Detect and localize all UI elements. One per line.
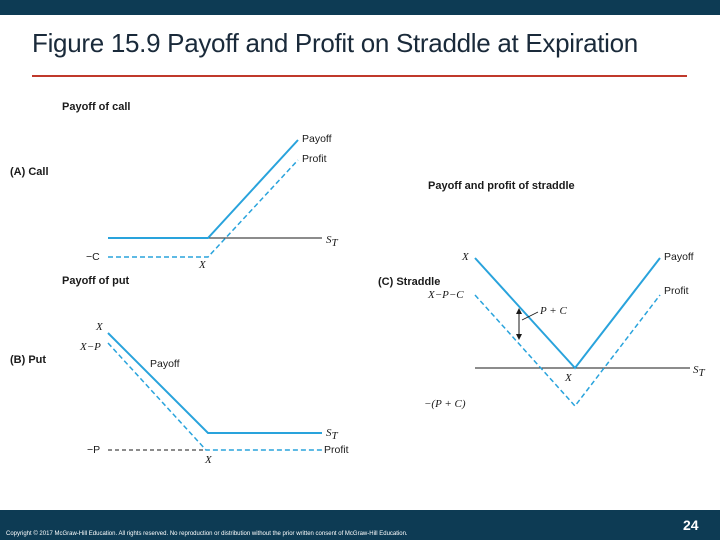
straddle-minus-p-plus-c-label: −(P + C) bbox=[424, 398, 466, 410]
put-x-label: X bbox=[96, 321, 103, 333]
put-minus-p-label: −P bbox=[87, 444, 101, 456]
straddle-x-minus-p-minus-c-label: X−P−C bbox=[428, 289, 464, 301]
put-panel bbox=[10, 275, 349, 466]
straddle-profit-label: Profit bbox=[664, 285, 689, 297]
straddle-heading: Payoff and profit of straddle bbox=[428, 180, 575, 192]
put-panel-label: (B) Put bbox=[10, 354, 47, 366]
straddle-panel bbox=[378, 180, 706, 410]
page-number: 24 bbox=[683, 517, 699, 533]
put-x-bottom-label: X bbox=[205, 454, 212, 466]
straddle-st-label: ST bbox=[693, 364, 705, 379]
call-profit-line bbox=[108, 160, 298, 257]
straddle-payoff-label: Payoff bbox=[664, 251, 694, 263]
straddle-p-plus-c-label: P + C bbox=[540, 305, 567, 317]
call-panel bbox=[10, 101, 339, 271]
put-payoff-label: Payoff bbox=[150, 358, 180, 370]
call-minus-c-label: −C bbox=[86, 251, 100, 263]
call-panel-label: (A) Call bbox=[10, 166, 49, 178]
put-st-label: ST bbox=[326, 427, 338, 442]
call-payoff-line bbox=[108, 140, 298, 238]
put-profit-label: Profit bbox=[324, 444, 349, 456]
call-profit-label: Profit bbox=[302, 153, 327, 165]
straddle-payoff-line bbox=[475, 258, 660, 368]
call-st-label: ST bbox=[326, 234, 338, 249]
straddle-x-bottom-label: X bbox=[565, 372, 572, 384]
p-plus-c-arrowhead-down bbox=[516, 334, 522, 340]
straddle-profit-line bbox=[475, 295, 660, 406]
call-x-label: X bbox=[199, 259, 206, 271]
put-heading: Payoff of put bbox=[62, 275, 130, 287]
straddle-panel-label: (C) Straddle bbox=[378, 276, 441, 288]
call-heading: Payoff of call bbox=[62, 101, 131, 113]
put-payoff-line bbox=[108, 333, 322, 433]
slide-title: Figure 15.9 Payoff and Profit on Straddle at Expiration bbox=[32, 28, 638, 58]
straddle-x-label: X bbox=[462, 251, 469, 263]
put-x-minus-p-label: X−P bbox=[80, 341, 101, 353]
call-payoff-label: Payoff bbox=[302, 133, 332, 145]
copyright-text: Copyright © 2017 McGraw-Hill Education. All rights reserved. No reproduction or distribution without the prior written consent of McGraw-Hill Education. bbox=[6, 531, 408, 537]
